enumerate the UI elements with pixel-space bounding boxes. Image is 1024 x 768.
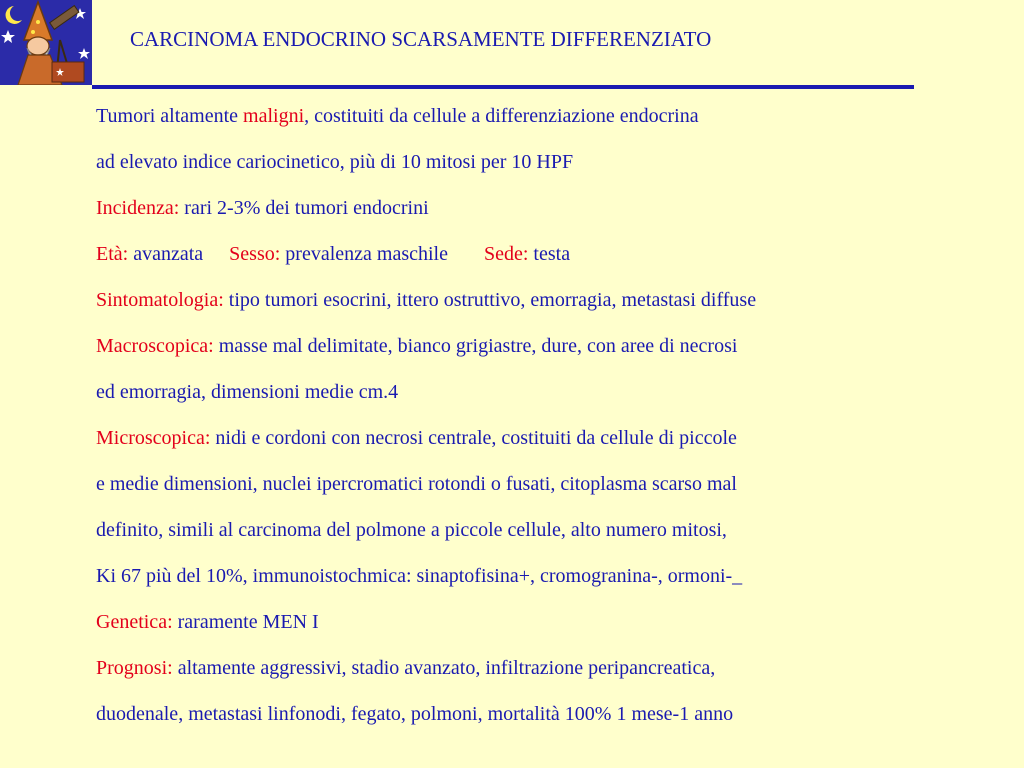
line-7: ed emorragia, dimensioni medie cm.4 — [96, 381, 399, 403]
slide-body — [96, 100, 1006, 744]
wizard-logo — [0, 0, 92, 85]
line-eta-sesso-sede — [96, 238, 1006, 284]
text: nidi e cordoni con necrosi centrale, costituiti da cellule di piccole — [210, 427, 737, 449]
line-10: definito, simili al carcinoma del polmone a piccole cellule, alto numero mitosi, — [96, 519, 727, 541]
label-prognosi: Prognosi: — [96, 657, 173, 679]
label-sede: Sede: — [483, 243, 529, 265]
label-microscopica: Microscopica: — [96, 427, 211, 449]
label-eta: Età: — [96, 243, 129, 265]
label-sintomatologia: Sintomatologia: — [96, 289, 224, 311]
text: raramente MEN I — [172, 611, 319, 633]
line-11: Ki 67 più del 10%, immunoistochmica: sinaptofisina+, cromogranina-, ormoni-_ — [96, 565, 743, 587]
label-macroscopica: Macroscopica: — [96, 335, 214, 357]
value-eta: avanzata — [128, 243, 204, 265]
label-genetica: Genetica: — [96, 611, 173, 633]
label-sesso: Sesso: — [229, 243, 281, 265]
label-incidenza: Incidenza: — [96, 197, 180, 219]
line-sintomatologia — [96, 284, 1006, 330]
highlight-maligni: maligni — [243, 105, 305, 127]
line-9: e medie dimensioni, nuclei ipercromatici rotondi o fusati, citoplasma scarso mal — [96, 473, 737, 495]
text: rari 2-3% dei tumori endocrini — [179, 197, 429, 219]
line-incidenza — [96, 192, 1006, 238]
slide-title: CARCINOMA ENDOCRINO SCARSAMENTE DIFFERENZIATO — [130, 27, 712, 51]
text: , costituiti da cellule a differenziazione endocrina — [304, 105, 699, 127]
text: masse mal delimitate, bianco grigiastre, dure, con aree di necrosi — [213, 335, 738, 357]
line-1 — [96, 100, 1006, 146]
line-microscopica — [96, 422, 1006, 468]
title-underline — [92, 85, 914, 89]
line-14: duodenale, metastasi linfonodi, fegato, polmoni, mortalità 100% 1 mese-1 anno — [96, 703, 734, 725]
wizard-astronomer-icon — [0, 0, 92, 85]
text: tipo tumori esocrini, ittero ostruttivo, emorragia, metastasi diffuse — [223, 289, 757, 311]
value-sede: testa — [528, 243, 571, 265]
text: altamente aggressivi, stadio avanzato, infiltrazione peripancreatica, — [172, 657, 716, 679]
line-macroscopica — [96, 330, 1006, 376]
text: Tumori altamente — [96, 105, 244, 127]
line-2: ad elevato indice cariocinetico, più di 10 mitosi per 10 HPF — [96, 151, 574, 173]
line-genetica — [96, 606, 1006, 652]
line-prognosi — [96, 652, 1006, 698]
value-sesso: prevalenza maschile — [280, 243, 448, 265]
